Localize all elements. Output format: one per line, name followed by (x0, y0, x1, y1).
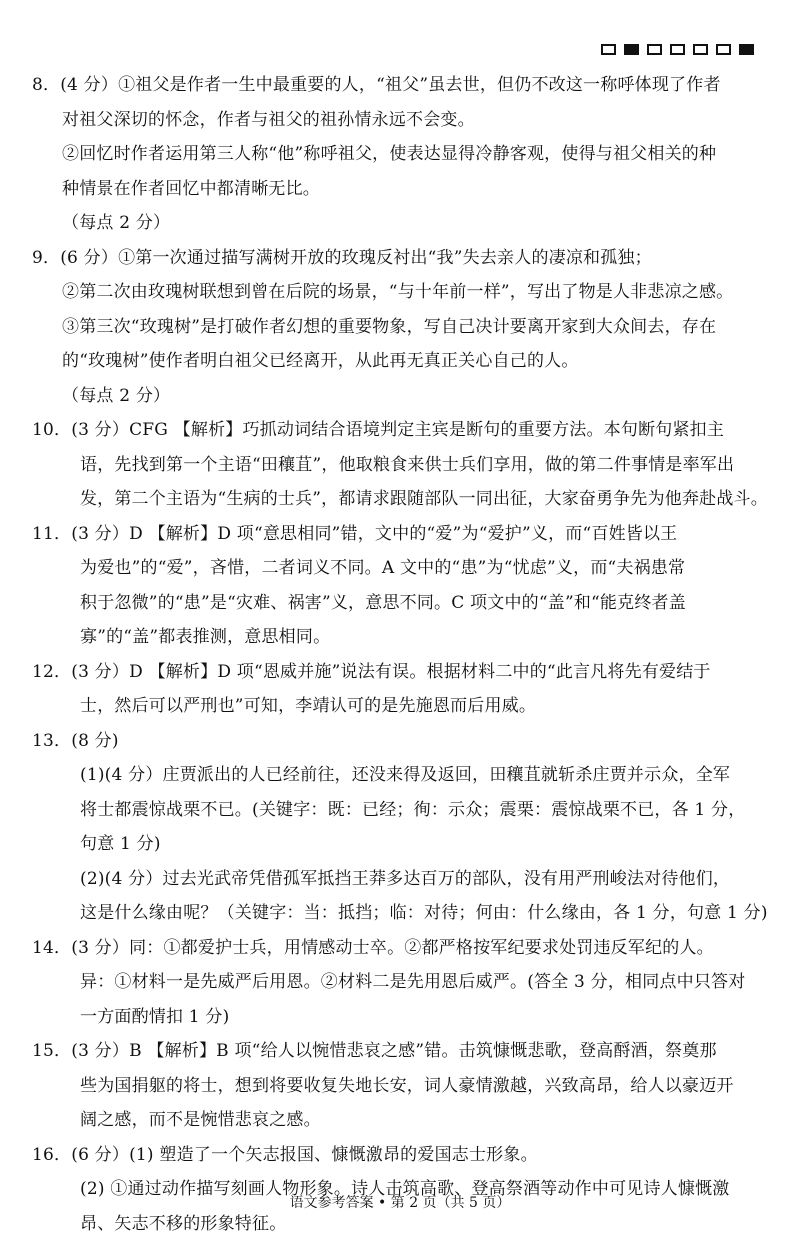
answer-line: 8．(4 分）①祖父是作者一生中最重要的人，“祖父”虽去世，但仍不改这一称呼体现了作者 (32, 75, 721, 95)
page-marker (601, 44, 616, 55)
answer-line: 寡”的“盖”都表推测，意思相同。 (80, 627, 331, 647)
answer-line: 发，第二个主语为“生病的士兵”，都请求跟随部队一同出征，大家奋勇争先为他奔赴战斗。 (80, 489, 768, 509)
answer-line: 15．(3 分）B 【解析】B 项“给人以惋惜悲哀之感”错。击筑慷慨悲歌，登高酹酒，祭奠那 (32, 1041, 717, 1061)
answer-line: (1)(4 分）庄贾派出的人已经前往，还没来得及返回，田穰苴就斩杀庄贾并示众，全军 (80, 765, 731, 785)
answer-line: 语，先找到第一个主语“田穰苴”，他取粮食来供士兵们享用，做的第二件事情是率军出 (80, 454, 735, 475)
answer-line: 积于忽微”的“患”是“灾难、祸害”义，意思不同。C 项文中的“盖”和“能克终者盖 (80, 592, 686, 613)
page-marker-boxes (601, 44, 754, 55)
page-marker (693, 44, 708, 55)
answer-line: 一方面酌情扣 1 分) (80, 1006, 230, 1027)
answer-line: (2) ①通过动作描写刻画人物形象。诗人击筑高歌、登高祭酒等动作中可见诗人慷慨激 (80, 1179, 730, 1199)
answer-line: ②第二次由玫瑰树联想到曾在后院的场景，“与十年前一样”，写出了物是人非悲凉之感。 (62, 282, 734, 302)
answer-line: 种情景在作者回忆中都清晰无比。 (62, 178, 320, 199)
answer-line: 11．(3 分）D 【解析】D 项“意思相同”错，文中的“爱”为“爱护”义，而“百姓皆以王 (32, 523, 678, 544)
answer-line: （每点 2 分） (62, 213, 171, 233)
answer-line: （每点 2 分） (62, 385, 171, 406)
answer-line: 些为国捐躯的将士，想到将要收复失地长安，词人豪情激越，兴致高昂，给人以豪迈开 (80, 1075, 734, 1096)
answer-line: 12．(3 分）D 【解析】D 项“恩威并施”说法有误。根据材料二中的“此言凡将先有爱结于 (32, 661, 711, 682)
answer-line: ②回忆时作者运用第三人称“他”称呼祖父，使表达显得冷静客观，使得与祖父相关的种 (62, 144, 717, 164)
answer-line: 昂、矢志不移的形象特征。 (80, 1213, 287, 1234)
answer-line: 句意 1 分) (80, 834, 161, 854)
answer-line: (2)(4 分）过去光武帝凭借孤军抵挡王莽多达百万的部队，没有用严刑峻法对待他们， (80, 868, 731, 889)
answer-line: 将士都震惊战栗不已。(关键字：既：已经；徇：示众；震栗：震惊战栗不已，各 1 分， (80, 799, 746, 820)
answer-line: 13．(8 分) (32, 730, 119, 751)
answer-line: 对祖父深切的怀念，作者与祖父的祖孙情永远不会变。 (62, 109, 475, 130)
page-marker (716, 44, 731, 55)
page-footer: 语文参考答案 • 第 2 页（共 5 页） (289, 1195, 511, 1211)
answer-line: 为爱也”的“爱”，吝惜，二者词义不同。A 文中的“患”为“忧虑”义，而“夫祸患常 (80, 558, 686, 578)
answer-line: 16．(6 分）(1) 塑造了一个矢志报国、慷慨激昂的爱国志士形象。 (32, 1144, 538, 1165)
answer-line: 9．(6 分）①第一次通过描写满树开放的玫瑰反衬出“我”失去亲人的凄凉和孤独； (32, 247, 652, 268)
page-marker (670, 44, 685, 55)
answer-line: ③第三次“玫瑰树”是打破作者幻想的重要物象，写自己决计要离开家到大众间去，存在 (62, 316, 717, 337)
answer-line: 异：①材料一是先威严后用恩。②材料二是先用恩后威严。(答全 3 分，相同点中只答对 (80, 972, 746, 992)
answer-line: 的“玫瑰树”使作者明白祖父已经离开，从此再无真正关心自己的人。 (62, 351, 579, 371)
answer-line: 14．(3 分）同：①都爱护士兵，用情感动士卒。②都严格按军纪要求处罚违反军纪的人。 (32, 937, 714, 958)
answer-line: 10．(3 分）CFG 【解析】巧抓动词结合语境判定主宾是断句的重要方法。本句断句紧扣主 (32, 420, 725, 440)
page-marker (739, 44, 754, 55)
page-marker (647, 44, 662, 55)
answer-line: 这是什么缘由呢？（关键字：当：抵挡；临：对待；何由：什么缘由，各 1 分，句意 1 分) (80, 903, 768, 923)
answer-line: 阔之感，而不是惋惜悲哀之感。 (80, 1110, 321, 1130)
answer-line: 士，然后可以严刑也”可知，李靖认可的是先施恩而后用威。 (80, 696, 537, 716)
page-marker-current (624, 44, 639, 55)
